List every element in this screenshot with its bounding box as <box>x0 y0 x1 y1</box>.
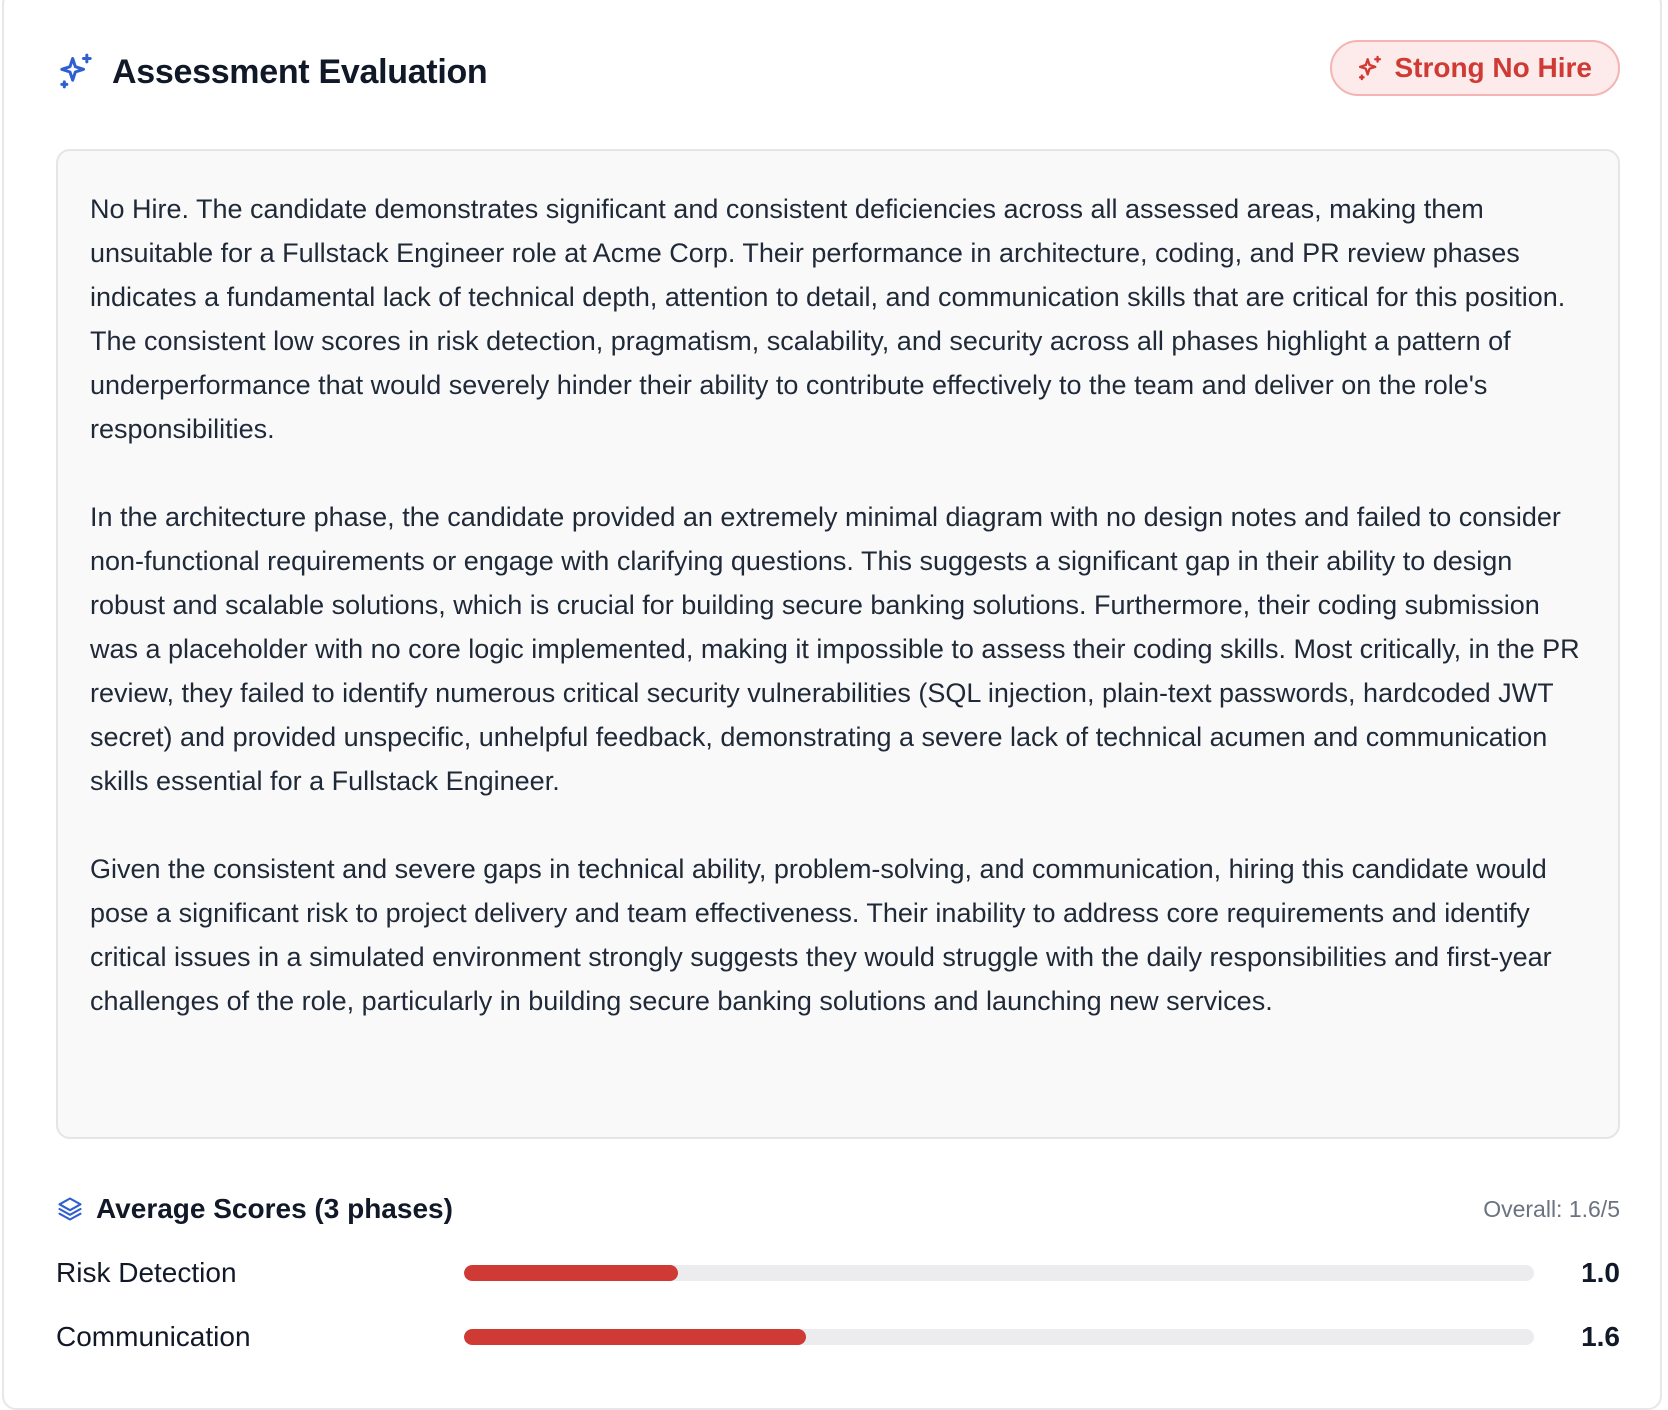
assessment-evaluation-card <box>2 0 1662 1410</box>
sparkles-icon <box>56 51 96 91</box>
verdict-label: Strong No Hire <box>1394 52 1592 83</box>
score-bar-fill <box>464 1329 806 1345</box>
score-bar-fill <box>464 1265 678 1281</box>
scores-title: Average Scores (3 phases) <box>96 1193 453 1224</box>
average-scores-section <box>56 1185 1620 1377</box>
scores-header <box>56 1185 1620 1233</box>
score-value: 1.0 <box>1581 1257 1620 1288</box>
score-label: Communication <box>56 1321 251 1352</box>
summary-paragraph: In the architecture phase, the candidate provided an extremely minimal diagram with no design notes and failed to consider non-functional requirements or engage with clarifying questions. This suggests a significant gap in their ability to design robust and scalable solutions, which is crucial for building secure banking solutions. Furthermore, their coding submission was a placeholder with no core logic implemented, making it impossible to assess their coding skills. Most critically, in the PR review, they failed to identify numerous critical security vulnerabilities (SQL injection, plain-text passwords, hardcoded JWT secret) and provided unspecific, unhelpful feedback, demonstrating a severe lack of technical acumen and communication skills essential for a Fullstack Engineer. <box>90 502 1580 796</box>
sparkles-icon <box>1356 54 1384 82</box>
score-bar-track <box>464 1329 1534 1345</box>
summary-paragraph: No Hire. The candidate demonstrates significant and consistent deficiencies across all assessed areas, making them unsuitable for a Fullstack Engineer role at Acme Corp. Their performance in architecture, coding, and PR review phases indicates a fundamental lack of technical depth, attention to detail, and communication skills that are critical for this position. The consistent low scores in risk detection, pragmatism, scalability, and security across all phases highlight a pattern of underperformance that would severely hinder their ability to contribute effectively to the team and deliver on the role's responsibilities. <box>90 194 1566 444</box>
evaluation-summary <box>56 149 1620 1139</box>
summary-paragraph: Given the consistent and severe gaps in technical ability, problem-solving, and communication, hiring this candidate would pose a significant risk to project delivery and team effectiveness. Their inability to address core requirements and identify critical issues in a simulated environment strongly suggests they would struggle with the daily responsibilities and first-year challenges of the role, particularly in building secure banking solutions and launching new services. <box>90 854 1552 1016</box>
card-header <box>56 47 1620 107</box>
score-value: 1.6 <box>1581 1321 1620 1352</box>
layers-icon <box>56 1195 84 1223</box>
verdict-badge <box>1330 40 1620 96</box>
score-bar-track <box>464 1265 1534 1281</box>
page-title: Assessment Evaluation <box>112 53 488 91</box>
score-row-communication <box>56 1313 1620 1377</box>
overall-score: Overall: 1.6/5 <box>1483 1196 1620 1222</box>
score-label: Risk Detection <box>56 1257 237 1288</box>
score-row-risk-detection <box>56 1249 1620 1313</box>
